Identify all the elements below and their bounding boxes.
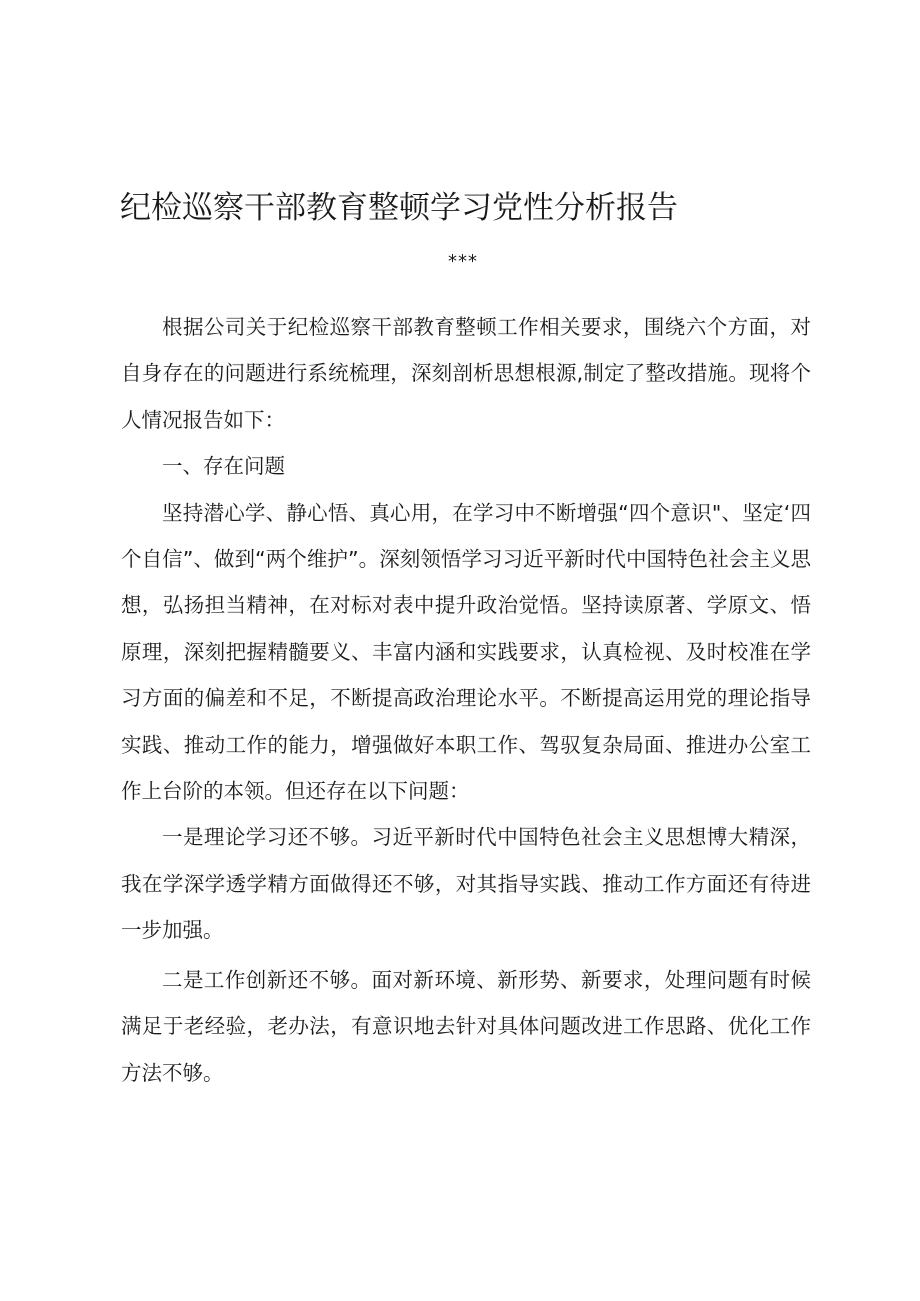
document-title: 纪检巡察干部教育整顿学习党性分析报告 (120, 190, 678, 226)
intro-paragraph: 根据公司关于纪检巡察干部教育整顿工作相关要求，围绕六个方面，对自身存在的问题进行系统梳理，深刻剖析思想根源,制定了整改措施。现将个人情况报告如下： (121, 315, 811, 432)
author-placeholder: *** (448, 251, 478, 272)
document-body (121, 304, 811, 1096)
body-paragraph: 坚持潜心学、静心悟、真心用，在学习中不断增强“四个意识"、坚定‘四个自信”、做到“两个维护”。深刻领悟学习习近平新时代中国特色社会主义思想，弘扬担当精神，在对标对表中提升政治觉悟。坚持读原著、学原文、悟原理，深刻把握精髓要义、丰富内涵和实践要求，认真检视、及时校准在学习方面的偏差和不足，不断提高政治理论水平。不断提高运用党的理论指导实践、推动工作的能力，增强做好本职工作、驾驭复杂局面、推进办公室工作上台阶的本领。但还存在以下问题： (121, 500, 811, 804)
section-heading: 一、存在问题 (162, 454, 285, 479)
body-paragraph: 二是工作创新还不够。面对新环境、新形势、新要求，处理问题有时候满足于老经验，老办法，有意识地去针对具体问题改进工作思路、优化工作方法不够。 (121, 967, 811, 1085)
body-paragraph: 一是理论学习还不够。习近平新时代中国特色社会主义思想博大精深，我在学深学透学精方面做得还不够，对其指导实践、推动工作方面还有待进一步加强。 (121, 825, 811, 943)
